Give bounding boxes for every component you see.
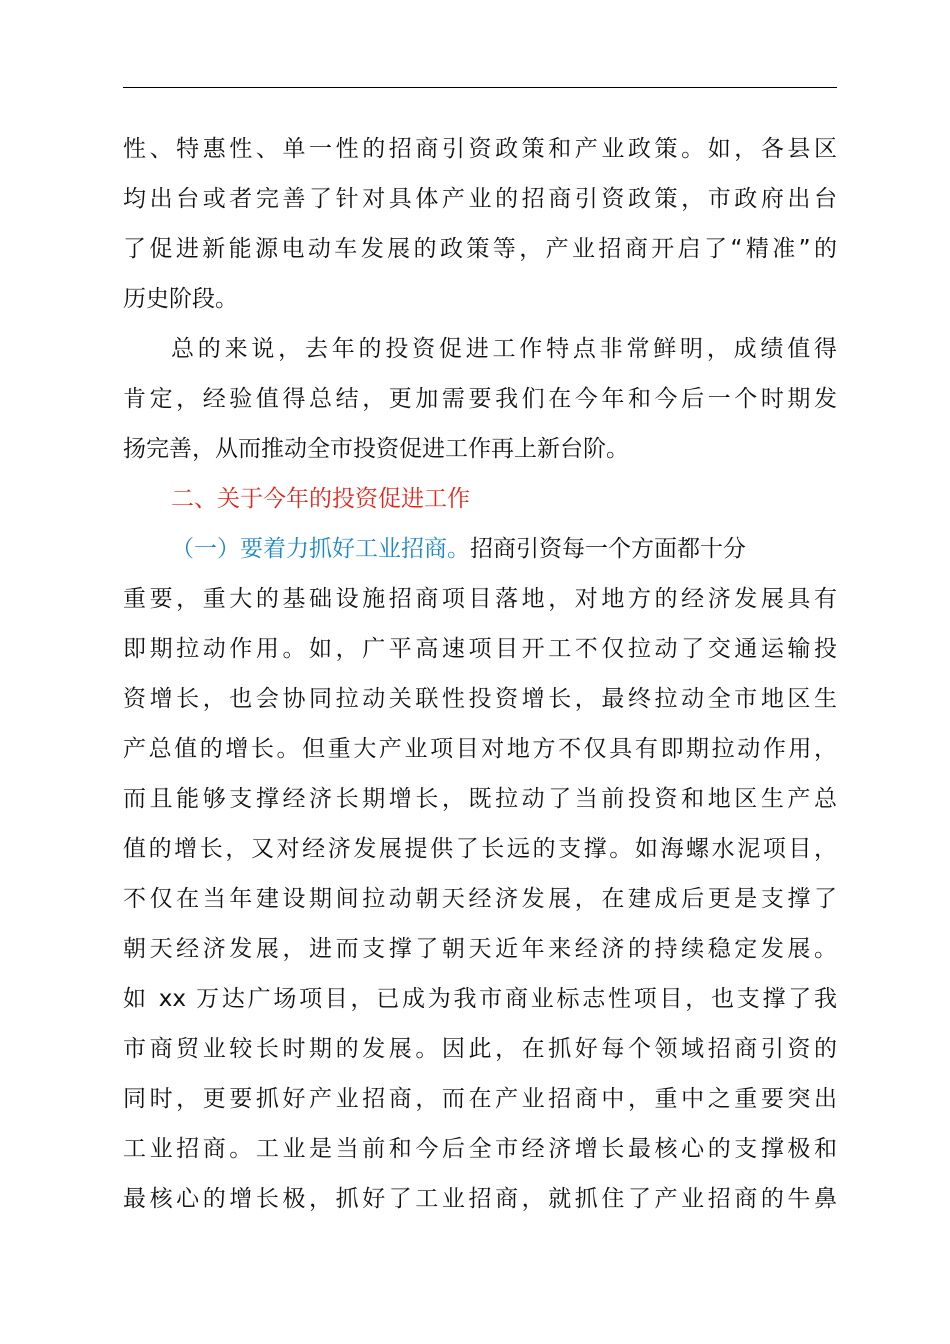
- text-line: 而且能够支撑经济长期增长，既拉动了当前投资和地区生产总: [123, 786, 837, 812]
- text-line: 工业招商。工业是当前和今后全市经济增长最核心的支撑极和: [123, 1136, 837, 1162]
- section-heading: 二、关于今年的投资促进工作: [171, 486, 470, 512]
- text-line: 重要，重大的基础设施招商项目落地，对地方的经济发展具有: [123, 586, 837, 612]
- text-line: 同时，更要抓好产业招商，而在产业招商中，重中之重要突出: [123, 1086, 837, 1112]
- text-line: 朝天经济发展，进而支撑了朝天近年来经济的持续稳定发展。: [123, 936, 837, 962]
- text-line: 如 xx 万达广场项目，已成为我市商业标志性项目，也支撑了我: [123, 986, 837, 1012]
- text-line: 即期拉动作用。如，广平高速项目开工不仅拉动了交通运输投: [123, 636, 837, 662]
- subheading: （一）要着力抓好工业招商。: [171, 536, 470, 562]
- text-line: 总的来说，去年的投资促进工作特点非常鲜明，成绩值得: [171, 336, 837, 362]
- text-line: 不仅在当年建设期间拉动朝天经济发展，在建成后更是支撑了: [123, 886, 837, 912]
- text-line: 资增长，也会协同拉动关联性投资增长，最终拉动全市地区生: [123, 686, 837, 712]
- subheading-line: [171, 524, 837, 574]
- text-line: 性、特惠性、单一性的招商引资政策和产业政策。如，各县区: [123, 136, 837, 162]
- text-line: 市商贸业较长时期的发展。因此，在抓好每个领域招商引资的: [123, 1036, 837, 1062]
- text-line: 了促进新能源电动车发展的政策等，产业招商开启了“精准”的: [123, 236, 837, 262]
- text-line: 历史阶段。: [123, 286, 238, 312]
- header-rule: [123, 87, 837, 88]
- text-line: 扬完善，从而推动全市投资促进工作再上新台阶。: [123, 436, 629, 462]
- subheading-continuation: 招商引资每一个方面都十分: [470, 536, 746, 562]
- text-line: 值的增长，又对经济发展提供了长远的支撑。如海螺水泥项目，: [123, 836, 837, 862]
- text-line: 产总值的增长。但重大产业项目对地方不仅具有即期拉动作用，: [123, 736, 837, 762]
- text-line: 最核心的增长极，抓好了工业招商，就抓住了产业招商的牛鼻: [123, 1186, 837, 1212]
- text-line: 均出台或者完善了针对具体产业的招商引资政策，市政府出台: [123, 186, 837, 212]
- text-line: 肯定，经验值得总结，更加需要我们在今年和今后一个时期发: [123, 386, 837, 412]
